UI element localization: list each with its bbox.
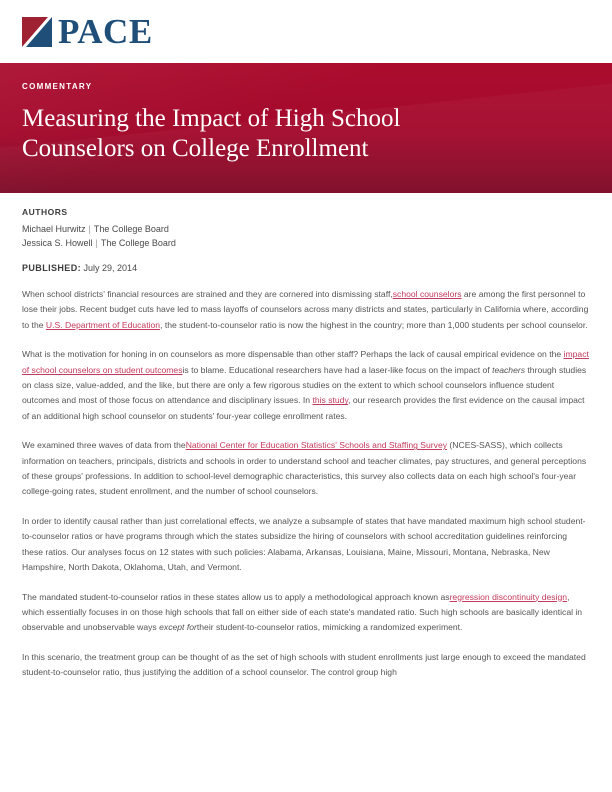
link-school-counselors[interactable]: school counselors	[392, 289, 462, 299]
article-content	[0, 193, 612, 681]
author-affiliation: The College Board	[100, 238, 176, 248]
text-run: , which essentially focuses in on those high schools that fall on either side of each state's mandated ratio. Such high schools are basically identical in observable and unobservable ways	[22, 591, 583, 633]
author-entry	[22, 236, 590, 250]
article-category-label: COMMENTARY	[22, 82, 93, 91]
link-impact-of-school-counselors[interactable]: impact of school counselors on student outcomes	[22, 349, 589, 375]
emphasis-except-for: except for	[159, 622, 197, 633]
text-run: , our research provides the first evidence on the causal impact of an additional high school counselor on students' four-year college enrollment rates.	[22, 395, 585, 421]
text-run: The mandated student-to-counselor ratios in these states allow us to apply a methodological approach known as	[22, 591, 450, 602]
author-separator: |	[95, 238, 98, 248]
published-date: July 29, 2014	[83, 263, 138, 273]
author-affiliation: The College Board	[93, 224, 169, 234]
link-us-department-of-education[interactable]: U.S. Department of Education	[45, 319, 161, 330]
link-this-study[interactable]: this study	[312, 395, 349, 406]
paragraph-2	[22, 347, 590, 424]
text-run: their student-to-counselor ratios, mimicking a randomized experiment.	[196, 622, 463, 633]
site-header	[0, 0, 612, 63]
paragraph-5	[22, 590, 590, 636]
paragraph-4: In order to identify causal rather than just correlational effects, we analyze a subsample of states that have mandated maximum high school student-to-counselor ratios or have programs through which the states subsidize the hiring of counselors with school accreditation guidelines reinforcing these ratios. Our analyses focus on 12 states with such policies: Alabama, Arkansas, Louisiana, Maine, Missouri, Montana, Nebraska, New Hampshire, North Dakota, Oklahoma, Utah, and Vermont.	[22, 515, 586, 573]
author-name: Michael Hurwitz	[22, 224, 86, 234]
text-run: When school districts' financial resources are strained and they are cornered into dismissing staff,	[22, 289, 393, 299]
author-entry	[22, 222, 590, 236]
text-run: , the student-to-counselor ratio is now the highest in the country; more than 1,000 students per school counselor.	[160, 319, 588, 330]
page-title: Measuring the Impact of High School Counselors on College Enrollment	[22, 105, 401, 162]
authors-label: AUTHORS	[22, 207, 68, 217]
authors-block	[22, 207, 590, 250]
text-run: (NCES-SASS), which collects information on teachers, principals, districts and schools in order to understand school and teacher climates, pay structures, and general perceptions of these groups' professions. In addition to school-level demographic characteristics, this survey also collects data on each high school's four-year college-going rates, student enrollment, and the number of school counselors.	[22, 440, 587, 497]
link-nces-sass[interactable]: National Center for Education Statistics' Schools and Staffing Survey	[185, 440, 448, 451]
paragraph-3	[22, 438, 590, 500]
published-label: PUBLISHED:	[22, 263, 82, 273]
pace-logo-mark-icon	[22, 17, 52, 47]
emphasis-teachers: teachers	[492, 364, 526, 375]
article-body	[22, 287, 590, 681]
pace-logo-text: PACE	[58, 11, 153, 51]
paragraph-6: In this scenario, the treatment group can be thought of as the set of high schools with student enrollments just large enough to exceed the mandated student-to-counselor ratio, thus justifying the addition of a school counselor. The control group high	[22, 651, 586, 678]
author-name: Jessica S. Howell	[22, 238, 93, 248]
text-run: What is the motivation for honing in on counselors as more dispensable than other staff? Perhaps the lack of causal empirical evidence on the	[22, 349, 564, 360]
author-separator: |	[88, 224, 91, 234]
article-banner	[0, 63, 612, 193]
text-run: are among the first personnel to lose their jobs. Recent budget cuts have led to mass layoffs of counselors across many districts and states, particularly in California where, according to the	[22, 289, 589, 330]
text-run: through studies on class size, value-added, and the like, but there are only a few rigorous studies on the extent to which school counselors influence student outcomes and most of those focus on attendance and disciplinary issues. In	[22, 364, 587, 406]
pace-logo[interactable]	[22, 11, 153, 51]
link-regression-discontinuity-design[interactable]: regression discontinuity design	[449, 591, 568, 602]
published-line	[22, 263, 590, 273]
text-run: is to blame. Educational researchers have had a laser-like focus on the impact of	[182, 364, 493, 375]
text-run: We examined three waves of data from the	[22, 440, 186, 451]
paragraph-1	[22, 287, 590, 333]
